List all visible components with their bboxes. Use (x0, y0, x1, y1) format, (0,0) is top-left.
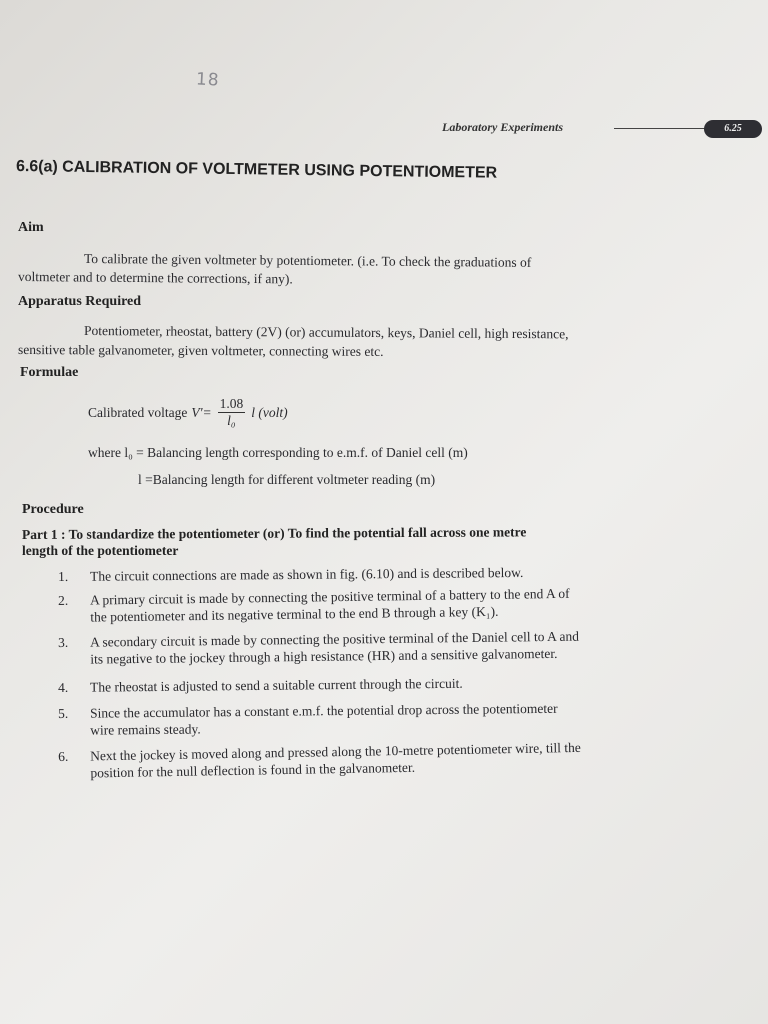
step-text-line: The circuit connections are made as shown in fig. (6.10) and is described below. (90, 564, 524, 584)
running-header-title: Laboratory Experiments (442, 120, 564, 134)
step-text-line: the potentiometer and its negative terminal to the end B through a key (K₁). (90, 603, 499, 625)
section-title: 6.6(a) CALIBRATION OF VOLTMETER USING POTENTIOMETER (15, 158, 498, 182)
page-number-badge: 6.25 (704, 120, 762, 138)
step-text-line: A secondary circuit is made by connecting the positive terminal of the Daniel cell to A and (90, 628, 580, 650)
calibrated-voltage-formula (88, 396, 288, 429)
step-number: 5. (58, 705, 69, 721)
step-text-line: The rheostat is adjusted to send a suitable current through the circuit. (90, 675, 463, 695)
step-number: 2. (58, 592, 69, 608)
formula-numerator: 1.08 (219, 396, 244, 411)
formula-rhs: l (volt) (251, 404, 288, 420)
step-text-line: wire remains steady. (90, 721, 201, 738)
step-number: 4. (58, 679, 69, 695)
apparatus-line-2: sensitive table galvanometer, given voltmeter, connecting wires etc. (17, 342, 384, 359)
aim-heading: Aim (18, 220, 44, 235)
aim-line-2: voltmeter and to determine the corrections, if any). (17, 269, 293, 287)
step-number: 1. (58, 568, 69, 584)
step-number: 3. (58, 634, 69, 650)
header-rule (614, 128, 710, 129)
apparatus-heading: Apparatus Required (18, 294, 142, 309)
formula-denominator: l₀ (227, 413, 236, 428)
step-text-line: its negative to the jockey through a high resistance (HR) and a sensitive galvanometer. (90, 645, 558, 667)
part1-heading-line-2: length of the potentiometer (22, 543, 179, 558)
formula-label: Calibrated voltage (88, 404, 188, 420)
formula-lhs: V'= (191, 404, 212, 420)
handwritten-page-number: 18 (195, 69, 221, 91)
formula-where-line-2: l =Balancing length for different voltmeter reading (m) (138, 472, 436, 487)
formula-fraction (218, 396, 246, 429)
step-text-line: A primary circuit is made by connecting the positive terminal of a battery to the end A of (90, 585, 570, 608)
step-number: 6. (58, 748, 69, 764)
part1-heading-line-1: Part 1 : To standardize the potentiometer (or) To find the potential fall across one metre (21, 524, 527, 542)
apparatus-line-1: Potentiometer, rheostat, battery (2V) (or) accumulators, keys, Daniel cell, high resistance, (83, 323, 569, 342)
step-text-line: position for the null deflection is found in the galvanometer. (90, 759, 416, 781)
aim-line-1: To calibrate the given voltmeter by potentiometer. (i.e. To check the graduations of (83, 251, 532, 270)
formulae-heading: Formulae (20, 365, 79, 380)
step-text-line: Since the accumulator has a constant e.m.f. the potential drop across the potentiometer (90, 700, 558, 721)
formula-where-line-1: where l₀ = Balancing length corresponding to e.m.f. of Daniel cell (m) (88, 445, 468, 460)
procedure-heading: Procedure (22, 502, 84, 517)
step-text-line: Next the jockey is moved along and pressed along the 10-metre potentiometer wire, till the (90, 739, 581, 764)
